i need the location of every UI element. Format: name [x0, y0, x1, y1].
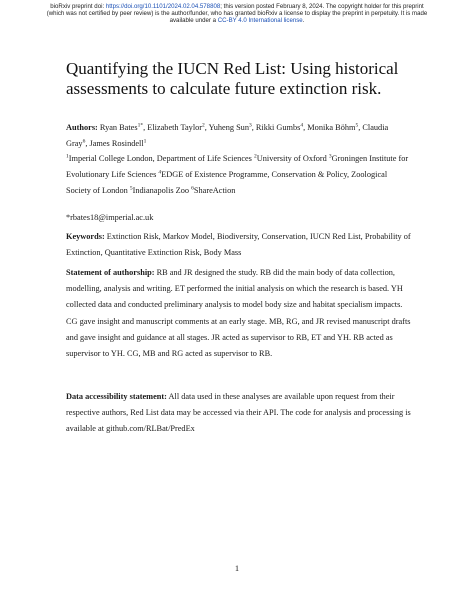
- affiliation-mark: 6: [191, 185, 194, 192]
- author-name: Elizabeth Taylor: [147, 123, 203, 132]
- affiliation: University of Oxford: [256, 154, 327, 163]
- data-accessibility-label: Data accessibility statement:: [66, 392, 167, 401]
- author-name: James Rosindell: [89, 139, 144, 149]
- author-affiliation-mark: 5: [355, 122, 359, 129]
- authorship-label: Statement of authorship:: [66, 268, 155, 277]
- preprint-line-3-prefix: available under a: [169, 17, 217, 25]
- data-accessibility-statement: [66, 389, 411, 438]
- affiliation: Indianapolis Zoo: [132, 186, 190, 196]
- author-name: Monika Böhm: [307, 123, 356, 132]
- preprint-line-2: (which was not certified by peer review) is the author/funder, who has granted bioRxiv a license to display the preprint in perpetuity. It is made: [46, 10, 428, 18]
- preprint-line-3: [40, 17, 434, 24]
- authors-label: Authors:: [66, 123, 98, 132]
- author-affiliation-mark: 4: [300, 122, 304, 129]
- author-affiliation-mark: 1*: [137, 122, 144, 129]
- author-name: Claudia Gray: [66, 123, 389, 149]
- keywords: [66, 229, 411, 261]
- preprint-line-1-suffix: ; this version posted February 8, 2024. The copyright holder for this preprint: [220, 3, 424, 10]
- author-name: Yuheng Sun: [208, 123, 249, 132]
- preprint-line-1-prefix: bioRxiv preprint doi:: [50, 3, 106, 10]
- corresponding-email: *rbates18@imperial.ac.uk: [66, 213, 154, 222]
- author-affiliation-mark: 3: [248, 122, 252, 129]
- affiliation-mark: 4: [158, 169, 162, 176]
- affiliation: EDGE of Existence Programme, Conservation & Policy, Zoological Society of London: [66, 170, 388, 196]
- affiliation-mark: 3: [328, 153, 332, 160]
- preprint-line-3-suffix: .: [302, 17, 305, 25]
- affiliation-mark: 2: [254, 153, 257, 160]
- doi-link[interactable]: https://doi.org/10.1101/2024.02.04.578808: [105, 3, 221, 10]
- author-affiliation-mark: 6: [82, 138, 86, 145]
- paper-title: Quantifying the IUCN Red List: Using historical assessments to calculate future extinction risk.: [66, 59, 399, 98]
- preprint-notice: [40, 3, 434, 24]
- affiliation: Groningen Institute for Evolutionary Life Sciences: [66, 154, 409, 180]
- affiliation: ShareAction: [193, 186, 236, 196]
- author-affiliation-mark: 1: [143, 138, 147, 145]
- author-name: Ryan Bates: [99, 123, 138, 132]
- affiliation-mark: 1: [66, 153, 69, 160]
- page-number: 1: [234, 563, 240, 573]
- author-name: Rikki Gumbs: [255, 123, 301, 132]
- affiliations: [66, 151, 411, 200]
- affiliation: Imperial College London, Department of Life Sciences: [68, 154, 252, 163]
- data-accessibility-text: All data used in these analyses are available upon request from their respective authors, Red List data may be accessed via their API. The code for analysis and processing is available at github.com/RLBat/PredEx: [66, 392, 411, 434]
- license-link[interactable]: CC-BY 4.0 International license: [217, 17, 303, 25]
- authorship-text: RB and JR designed the study. RB did the main body of data collection, modelling, analysis and writing. ET performed the initial analysis on which the research is based. YH collected data and conducted preliminary analysis to model body size and habitat specialism impacts. CG gave insight and manuscript comments at an early stage. MB, RG, and JR revised manuscript drafts and gave insight and guidance at all stages. JR acted as supervisor to RB, ET and YH. RB acted as supervisor to YH. CG, MB and RG acted as supervisor to RB.: [66, 268, 411, 359]
- keywords-label: Keywords:: [66, 232, 105, 241]
- affiliation-mark: 5: [129, 185, 133, 192]
- authorship-statement: [66, 265, 411, 362]
- authors-line: Authors: Ryan Bates$^{1*}$, Elizabeth Taylor$^2$, Yuheng Sun$^3$, Rikki Gumbs$^4$, Monika Böhm$^5$, Claudia Gray$^6$, James Rosindell$^1$: [66, 122, 389, 149]
- preprint-line-1: [40, 3, 434, 10]
- keywords-text: Extinction Risk, Markov Model, Biodiversity, Conservation, IUCN Red List, Probability of Extinction, Quantitative Extinction Risk, Body Mass: [66, 232, 411, 258]
- author-affiliation-mark: 2: [202, 122, 205, 129]
